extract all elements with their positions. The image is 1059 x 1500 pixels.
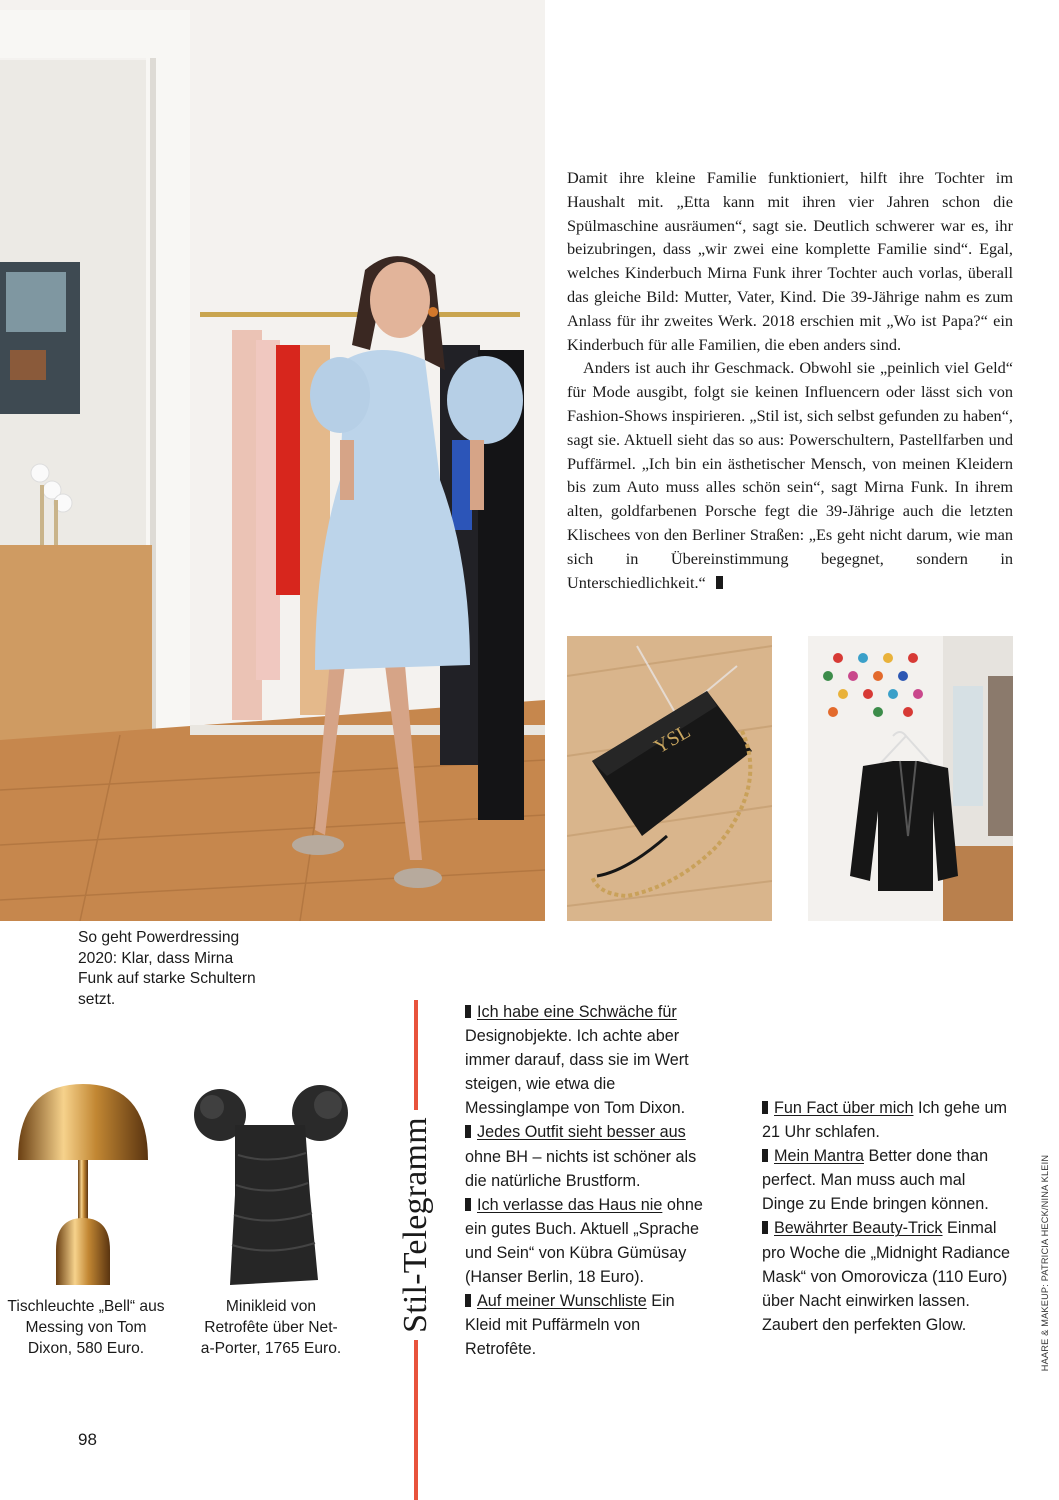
telegram-item-head: Jedes Outfit sieht besser aus <box>477 1123 686 1142</box>
square-bullet-icon <box>465 1125 471 1138</box>
article-body <box>567 166 1013 594</box>
telegram-item-body: ohne ein gutes Buch. Aktuell „Sprache und Sein“ von Kübra Gümüsay (Hanser Berlin, 18 Euro). <box>465 1195 703 1287</box>
lamp-caption: Tischleuchte „Bell“ aus Messing von Tom Dixon, 580 Euro. <box>7 1298 165 1357</box>
photo-caption: So geht Powerdressing 2020: Klar, dass Mirna Funk auf starke Schultern setzt. <box>78 929 256 1008</box>
square-bullet-icon <box>465 1198 471 1211</box>
page-number: 98 <box>78 1430 97 1449</box>
telegram-item-head: Ich habe eine Schwäche für <box>477 1003 677 1021</box>
telegram-item-body: Einmal pro Woche die „Midnight Radiance Mask“ von Omorovicza (110 Euro) über Nacht einwirken lassen. Zaubert den perfekten Glow. <box>762 1219 1011 1334</box>
telegram-item <box>762 1096 1012 1144</box>
telegram-label <box>378 1110 454 1340</box>
article-paragraph-1: Damit ihre kleine Familie funktioniert, hilft ihre Tochter im Haushalt mit. „Etta kann mit ihren vier Jahren schon die Spülmaschine ausräumen“, sagt sie. Deutlich schwerer war es, ihr beizubringen, dass „wir zwei eine komplette Familie sind“. Egal, welches Kinderbuch Mirna Funk ihrer Tochter auch vorlas, überall das gleiche Bild: Mutter, Vater, Kind. Die 39-Jährige nahm es zum Anlass für ihr zweites Werk. 2018 erschien mit „Wo ist Papa?“ ein Kinderbuch für alle Familien, die eben anders sind. <box>567 168 1013 354</box>
telegram-item <box>762 1216 1012 1336</box>
telegram-title: Stil-Telegramm <box>397 1117 434 1333</box>
square-bullet-icon <box>762 1149 768 1162</box>
telegram-column-2 <box>762 1096 1012 1337</box>
lamp-image <box>16 1080 151 1290</box>
telegram-item-body: Better done than perfect. Man muss auch mal Dinge zu Ende bringen können. <box>762 1147 989 1214</box>
dress-caption: Minikleid von Retrofête über Net-a-Porter, 1765 Euro. <box>200 1298 342 1357</box>
telegram-item-head: Bewährter Beauty-Trick <box>774 1219 943 1238</box>
telegram-item-body: Ein Kleid mit Puffärmeln von Retrofête. <box>465 1292 675 1359</box>
jacket-photo <box>808 636 1013 921</box>
photo-credit <box>1031 1145 1059 1380</box>
article-paragraph-2 <box>567 356 1013 594</box>
square-bullet-icon <box>762 1221 768 1234</box>
square-bullet-icon <box>465 1294 471 1307</box>
photo-credit-text: HAARE & MAKEUP: PATRICIA HECK/NINA KLEIN <box>1040 1154 1050 1371</box>
square-bullet-icon <box>762 1101 768 1114</box>
telegram-item-body: Designobjekte. Ich achte aber immer darauf, dass sie im Wert steigen, wie etwa die Messinglampe von Tom Dixon. <box>465 1027 689 1118</box>
dress-image <box>190 1085 350 1290</box>
telegram-column-1 <box>465 1000 710 1361</box>
telegram-item <box>465 1289 710 1361</box>
telegram-item-body: ohne BH – nichts ist schöner als die natürliche Brustform. <box>465 1147 697 1190</box>
article-paragraph-2-text: Anders ist auch ihr Geschmack. Obwohl sie „peinlich viel Geld“ für Mode ausgibt, folgt sie keinen Influencern oder lässt sich von Fashion-Shows inspirieren. „Stil ist, sich selbst gefunden zu haben“, sagt sie. Aktuell sieht das so aus: Powerschultern, Pastellfarben und Puffärmel. „Ich bin ein ästhetischer Mensch, von meinen Kleidern bis zum Auto muss alles schön sein“, sagt Mirna Funk. In ihrem alten, goldfarbenen Porsche fegt die 39-Jährige auch die letzten Klischees von den Berliner Straßen: „Es geht nicht darum, wie man sich in Übereinstimmung begegnet, sondern in Unterschiedlichkeit.“ <box>567 358 1013 592</box>
telegram-item <box>465 1193 710 1289</box>
telegram-item-body: Ich gehe um 21 Uhr schlafen. <box>762 1099 1008 1142</box>
telegram-item-head: Auf meiner Wunschliste <box>477 1292 647 1311</box>
telegram-item-head: Mein Mantra <box>774 1147 864 1166</box>
end-mark-icon <box>716 576 723 589</box>
bag-photo <box>567 636 772 921</box>
square-bullet-icon <box>465 1005 471 1018</box>
telegram-item-head: Ich verlasse das Haus nie <box>477 1195 663 1214</box>
telegram-item <box>465 1000 710 1120</box>
telegram-item <box>762 1144 1012 1216</box>
telegram-item-head: Fun Fact über mich <box>774 1099 914 1117</box>
svg-text:YSL: YSL <box>650 720 695 759</box>
telegram-item <box>465 1120 710 1192</box>
main-photo <box>0 0 545 921</box>
